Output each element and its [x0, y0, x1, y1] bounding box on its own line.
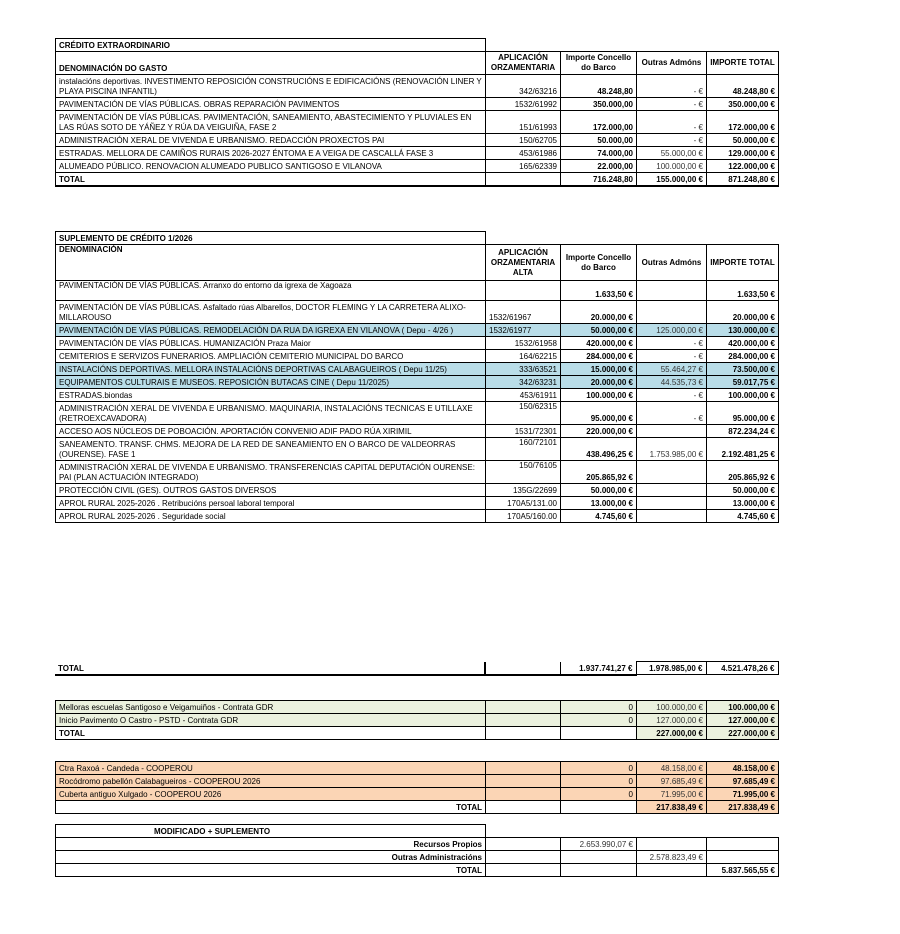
credito-extraordinario-table	[55, 38, 779, 187]
resumo-row-total	[56, 864, 779, 877]
row-outras	[637, 484, 707, 497]
row-outras	[637, 425, 707, 438]
row-total: 205.865,92 €	[707, 461, 779, 484]
row-concello: 0	[561, 775, 637, 788]
resumo-total-value: 5.837.565,55 €	[707, 864, 779, 877]
table-row	[56, 497, 779, 510]
row-concello: 284.000,00 €	[561, 350, 637, 363]
cooperou-table	[55, 761, 779, 814]
row-outras: 48.158,00 €	[637, 762, 707, 775]
row-outras: 125.000,00 €	[637, 324, 707, 337]
row-desc: PAVIMENTACIÓN DE VÍAS PÚBLICAS. PAVIMENTACIÓN, SANEAMIENTO, ABASTECIMIENTO Y PLUVIALES EN LAS RÚAS SOTO DE YÁÑEZ Y RÚA DA VEIGUIÑA, FASE 2	[56, 111, 486, 134]
row-desc: Inicio Pavimento O Castro - PSTD - Contrata GDR	[56, 714, 486, 727]
total-total: 871.248,80 €	[707, 173, 779, 187]
row-outras: - €	[637, 98, 707, 111]
row-concello: 220.000,00 €	[561, 425, 637, 438]
row-concello: 48.248,80	[561, 75, 637, 98]
recursos-label: Recursos Propios	[56, 838, 486, 851]
header-total: IMPORTE TOTAL	[707, 52, 779, 75]
row-desc: PAVIMENTACIÓN DE VÍAS PÚBLICAS. REMODELACIÓN DA RUA DA IGREXA EN VILANOVA ( Depu - 4/26 )	[56, 324, 486, 337]
row-app: 150/76105	[486, 461, 561, 484]
row-desc: instalacións deportivas. INVESTIMENTO REPOSICIÓN CONSTRUCIÓNS E EDIFICACIÓNS (RENOVACIÓN LINER Y PLAYA PISCINA INFANTIL)	[56, 75, 486, 98]
outras-value: 2.578.823,49 €	[637, 851, 707, 864]
row-outras: 55.464,27 €	[637, 363, 707, 376]
table-row	[56, 134, 779, 147]
row-total: 100.000,00 €	[707, 389, 779, 402]
header-concello: Importe Concello do Barco	[561, 52, 637, 75]
total-total: 227.000,00 €	[707, 727, 779, 740]
row-concello: 50.000,00	[561, 134, 637, 147]
row-app: 160/72101	[486, 438, 561, 461]
row-app: 453/61986	[486, 147, 561, 160]
header-outras: Outras Admóns	[637, 52, 707, 75]
table-row	[56, 337, 779, 350]
total-label: TOTAL	[55, 662, 485, 675]
row-desc: EQUIPAMENTOS CULTURAIS E MUSEOS. REPOSICIÓN BUTACAS CINE ( Depu 11/2025)	[56, 376, 486, 389]
row-app: 164/62215	[486, 350, 561, 363]
total-total: 4.521.478,26 €	[706, 662, 778, 675]
row-desc: PAVIMENTACIÓN DE VÍAS PÚBLICAS. Asfaltado rúas Albarellos, DOCTOR FLEMING Y LA CARRETERA ALIXO-MILLAROUSO	[56, 301, 486, 324]
row-total: 172.000,00 €	[707, 111, 779, 134]
row-app: 342/63216	[486, 75, 561, 98]
row-desc: ESTRADAS. MELLORA DE CAMIÑOS RURAIS 2026-2027 ÉNTOMA E A VEIGA DE CASCALLÁ FASE 3	[56, 147, 486, 160]
total-row	[56, 727, 779, 740]
table-row	[56, 376, 779, 389]
row-outras: 55.000,00 €	[637, 147, 707, 160]
header-denominacion: DENOMINACIÓN	[56, 245, 486, 281]
total-label: TOTAL	[56, 801, 486, 814]
total-outras: 1.978.985,00 €	[636, 662, 706, 675]
row-desc: APROL RURAL 2025-2026 . Retribucións persoal laboral temporal	[56, 497, 486, 510]
row-total: 2.192.481,25 €	[707, 438, 779, 461]
row-app: 1532/61958	[486, 337, 561, 350]
row-outras	[637, 510, 707, 523]
row-desc: ADMINISTRACIÓN XERAL DE VIVENDA E URBANISMO. MAQUINARIA, INSTALACIÓNS TECNICAS E UTILLAXE (RETROEXCAVADORA)	[56, 402, 486, 425]
header-concello: Importe Concello do Barco	[561, 245, 637, 281]
row-concello: 350.000,00	[561, 98, 637, 111]
row-concello: 0	[561, 762, 637, 775]
suplemento-total-table	[55, 661, 779, 676]
table-row	[56, 160, 779, 173]
row-app: 165/62339	[486, 160, 561, 173]
row-desc: PAVIMENTACIÓN DE VÍAS PÚBLICAS. Arranxo do entorno da igrexa de Xagoaza	[56, 281, 486, 301]
total-row	[55, 662, 778, 675]
table-row	[56, 775, 779, 788]
total-label: TOTAL	[56, 727, 486, 740]
row-total: 130.000,00 €	[707, 324, 779, 337]
table-row	[56, 510, 779, 523]
header-denominacion: DENOMINACIÓN DO GASTO	[56, 52, 486, 75]
row-concello: 205.865,92 €	[561, 461, 637, 484]
row-app: 453/61911	[486, 389, 561, 402]
resumo-title: MODIFICADO + SUPLEMENTO	[56, 825, 486, 838]
row-concello: 172.000,00	[561, 111, 637, 134]
resumo-total-label: TOTAL	[56, 864, 486, 877]
row-total: 71.995,00 €	[707, 788, 779, 801]
row-desc: ACCESO AOS NÚCLEOS DE POBOACIÓN. APORTACIÓN CONVENIO ADIF PADO RÚA XIRIMIL	[56, 425, 486, 438]
row-outras: - €	[637, 350, 707, 363]
row-total: 122.000,00 €	[707, 160, 779, 173]
row-desc: PROTECCIÓN CIVIL (GES). OUTROS GASTOS DIVERSOS	[56, 484, 486, 497]
header-aplicacion: APLICACIÓN ORZAMENTARIA	[486, 52, 561, 75]
total-total: 217.838,49 €	[707, 801, 779, 814]
suplemento-table	[55, 231, 779, 523]
row-total: 59.017,75 €	[707, 376, 779, 389]
row-concello: 20.000,00 €	[561, 301, 637, 324]
row-concello: 50.000,00 €	[561, 324, 637, 337]
row-concello: 22.000,00	[561, 160, 637, 173]
row-outras	[637, 497, 707, 510]
row-app: 333/63521	[486, 363, 561, 376]
table-row	[56, 714, 779, 727]
table-row	[56, 438, 779, 461]
row-app: 1531/72301	[486, 425, 561, 438]
row-outras: 100.000,00 €	[637, 160, 707, 173]
row-outras	[637, 461, 707, 484]
row-total: 73.500,00 €	[707, 363, 779, 376]
row-concello: 50.000,00 €	[561, 484, 637, 497]
row-outras: 44.535,73 €	[637, 376, 707, 389]
total-outras: 155.000,00 €	[637, 173, 707, 187]
row-total: 50.000,00 €	[707, 134, 779, 147]
row-outras: - €	[637, 337, 707, 350]
row-app: 151/61993	[486, 111, 561, 134]
row-total: 350.000,00 €	[707, 98, 779, 111]
row-concello: 20.000,00 €	[561, 376, 637, 389]
row-outras: - €	[637, 402, 707, 425]
row-concello: 1.633,50 €	[561, 281, 637, 301]
row-desc: SANEAMENTO. TRANSF. CHMS. MEJORA DE LA RED DE SANEAMIENTO EN O BARCO DE VALDEORRAS (OURENSE). FASE 1	[56, 438, 486, 461]
row-concello: 74.000,00	[561, 147, 637, 160]
table-row	[56, 461, 779, 484]
row-outras: 97.685,49 €	[637, 775, 707, 788]
row-concello: 13.000,00 €	[561, 497, 637, 510]
total-row	[56, 801, 779, 814]
resumo-row-recursos	[56, 838, 779, 851]
total-row	[56, 173, 779, 187]
resumo-table	[55, 824, 779, 877]
row-outras: 1.753.985,00 €	[637, 438, 707, 461]
row-total: 48.248,80 €	[707, 75, 779, 98]
row-total: 129.000,00 €	[707, 147, 779, 160]
table-row	[56, 324, 779, 337]
row-concello: 0	[561, 788, 637, 801]
row-app: 1532/61977	[486, 324, 561, 337]
total-concello: 1.937.741,27 €	[560, 662, 636, 675]
row-total: 48.158,00 €	[707, 762, 779, 775]
row-concello: 420.000,00 €	[561, 337, 637, 350]
table-row	[56, 111, 779, 134]
row-desc: CEMITERIOS E SERVIZOS FUNERARIOS. AMPLIACIÓN CEMITERIO MUNICIPAL DO BARCO	[56, 350, 486, 363]
section-title: SUPLEMENTO DE CRÉDITO 1/2026	[56, 232, 486, 245]
row-total: 127.000,00 €	[707, 714, 779, 727]
table-row	[56, 281, 779, 301]
row-desc: PAVIMENTACIÓN DE VÍAS PÚBLICAS. OBRAS REPARACIÓN PAVIMENTOS	[56, 98, 486, 111]
row-total: 100.000,00 €	[707, 701, 779, 714]
row-app: 150/62705	[486, 134, 561, 147]
row-total: 97.685,49 €	[707, 775, 779, 788]
row-desc: ESTRADAS.biondas	[56, 389, 486, 402]
header-aplicacion: APLICACIÓN ORZAMENTARIA ALTA	[486, 245, 561, 281]
row-desc: ALUMEADO PÚBLICO. RENOVACION ALUMEADO PUBLICO SANTIGOSO E VILANOVA	[56, 160, 486, 173]
row-total: 20.000,00 €	[707, 301, 779, 324]
row-total: 50.000,00 €	[707, 484, 779, 497]
row-desc: Cuberta antiguo Xulgado - COOPEROU 2026	[56, 788, 486, 801]
row-app: 342/63231	[486, 376, 561, 389]
row-outras: 127.000,00 €	[637, 714, 707, 727]
row-outras: - €	[637, 134, 707, 147]
row-app	[486, 281, 561, 301]
row-outras: 71.995,00 €	[637, 788, 707, 801]
row-outras: - €	[637, 389, 707, 402]
outras-label: Outras Administracións	[56, 851, 486, 864]
total-label: TOTAL	[56, 173, 486, 187]
row-outras: - €	[637, 75, 707, 98]
total-concello: 716.248,80	[561, 173, 637, 187]
row-desc: INSTALACIÓNS DEPORTIVAS. MELLORA INSTALACIÓNS DEPORTIVAS CALABAGUEIROS ( Depu 11/25)	[56, 363, 486, 376]
row-concello: 0	[561, 714, 637, 727]
row-desc: APROL RURAL 2025-2026 . Seguridade social	[56, 510, 486, 523]
row-desc: ADMINISTRACIÓN XERAL DE VIVENDA E URBANISMO. TRANSFERENCIAS CAPITAL DEPUTACIÓN OURENSE: PAI (PLAN ACTUACIÓN INTEGRADO)	[56, 461, 486, 484]
row-desc: PAVIMENTACIÓN DE VÍAS PÚBLICAS. HUMANIZACIÓN Praza Maior	[56, 337, 486, 350]
row-total: 1.633,50 €	[707, 281, 779, 301]
table-row	[56, 788, 779, 801]
row-desc: Ctra Raxoá - Candeda - COOPEROU	[56, 762, 486, 775]
row-app: 150/62315	[486, 402, 561, 425]
row-app: 1532/61992	[486, 98, 561, 111]
table-row	[56, 147, 779, 160]
row-desc: Rocódromo pabellón Calabagueiros - COOPEROU 2026	[56, 775, 486, 788]
row-desc: Melloras escuelas Santigoso e Veigamuiños - Contrata GDR	[56, 701, 486, 714]
row-outras	[637, 281, 707, 301]
total-outras: 227.000,00 €	[637, 727, 707, 740]
row-total: 95.000,00 €	[707, 402, 779, 425]
table-row	[56, 402, 779, 425]
table-row	[56, 363, 779, 376]
table-row	[56, 762, 779, 775]
resumo-row-outras	[56, 851, 779, 864]
row-outras: - €	[637, 111, 707, 134]
row-desc: ADMINISTRACIÓN XERAL DE VIVENDA E URBANISMO. REDACCIÓN PROXECTOS PAI	[56, 134, 486, 147]
row-total: 13.000,00 €	[707, 497, 779, 510]
table-row	[56, 701, 779, 714]
recursos-value: 2.653.990,07 €	[561, 838, 637, 851]
row-app: 170A5/160.00	[486, 510, 561, 523]
row-app: 170A5/131.00	[486, 497, 561, 510]
row-total: 872.234,24 €	[707, 425, 779, 438]
section-title: CRÉDITO EXTRAORDINARIO	[56, 39, 486, 52]
row-total: 420.000,00 €	[707, 337, 779, 350]
row-concello: 438.496,25 €	[561, 438, 637, 461]
row-concello: 95.000,00 €	[561, 402, 637, 425]
gdr-table	[55, 700, 779, 740]
table-row	[56, 425, 779, 438]
row-concello: 15.000,00 €	[561, 363, 637, 376]
row-app: 135G/22699	[486, 484, 561, 497]
table-row	[56, 484, 779, 497]
header-outras: Outras Admóns	[637, 245, 707, 281]
total-outras: 217.838,49 €	[637, 801, 707, 814]
row-total: 4.745,60 €	[707, 510, 779, 523]
table-row	[56, 350, 779, 363]
row-total: 284.000,00 €	[707, 350, 779, 363]
table-row	[56, 389, 779, 402]
table-row	[56, 301, 779, 324]
header-total: IMPORTE TOTAL	[707, 245, 779, 281]
table-row	[56, 75, 779, 98]
row-outras	[637, 301, 707, 324]
row-concello: 4.745,60 €	[561, 510, 637, 523]
row-outras: 100.000,00 €	[637, 701, 707, 714]
row-concello: 0	[561, 701, 637, 714]
row-concello: 100.000,00 €	[561, 389, 637, 402]
table-row	[56, 98, 779, 111]
row-app: 1532/61967	[486, 301, 561, 324]
